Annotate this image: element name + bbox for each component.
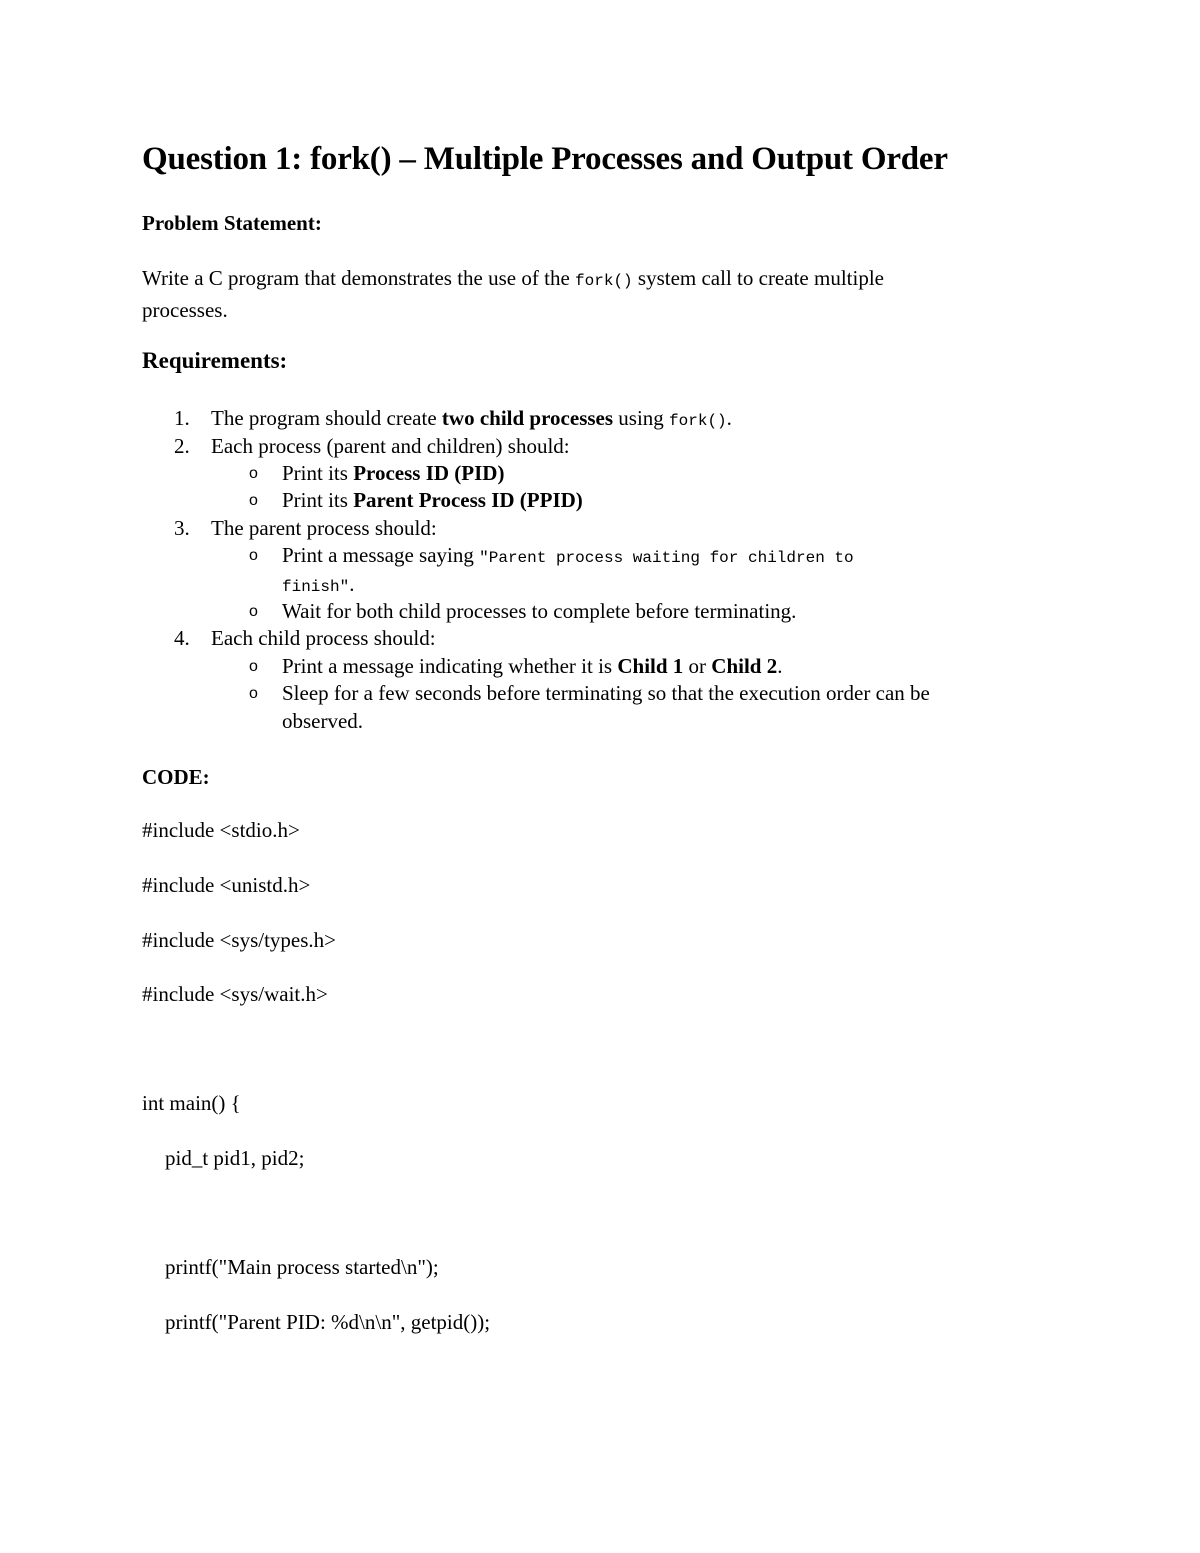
requirements-heading: Requirements: <box>142 348 288 373</box>
bullet-marker: o <box>249 603 258 620</box>
sub-item-text: . <box>777 654 783 678</box>
sub-item-bold: Process ID (PID) <box>353 461 505 485</box>
requirement-item-4: Each child process should: <box>211 626 436 650</box>
bullet-marker: o <box>249 547 258 564</box>
requirement-item-1 <box>211 406 732 431</box>
code-label: CODE: <box>142 765 210 789</box>
bullet-marker: o <box>249 658 258 675</box>
bullet-marker: o <box>249 465 258 482</box>
sub-item: Wait for both child processes to complete before terminating. <box>282 599 797 623</box>
sub-item-text: . <box>349 572 355 596</box>
sub-item <box>282 543 854 568</box>
sub-item <box>282 461 504 486</box>
code-line: printf("Main process started\n"); <box>165 1255 439 1279</box>
page-title: Question 1: fork() – Multiple Processes and Output Order <box>142 141 948 177</box>
code-line: #include <unistd.h> <box>142 873 311 897</box>
code-line: #include <stdio.h> <box>142 818 300 842</box>
sub-item-bold: Parent Process ID (PPID) <box>353 488 583 512</box>
statement-text-line2: processes. <box>142 298 228 322</box>
sub-item-bold: Child 1 <box>617 654 684 678</box>
sub-item <box>282 488 583 513</box>
sub-item: Sleep for a few seconds before terminating so that the execution order can be <box>282 681 930 705</box>
requirement-number: 1. <box>174 406 190 430</box>
requirement-text: . <box>726 406 732 430</box>
code-line: int main() { <box>142 1091 241 1115</box>
problem-statement-label: Problem Statement: <box>142 211 322 235</box>
sub-item-code: "Parent process waiting for children to <box>479 549 854 567</box>
sub-item-bold: Child 2 <box>711 654 778 678</box>
code-line: pid_t pid1, pid2; <box>165 1146 305 1170</box>
sub-item-continued: observed. <box>282 709 364 733</box>
requirement-text: using <box>613 406 670 430</box>
requirement-number: 4. <box>174 626 190 650</box>
sub-item-text: Print its <box>282 488 354 512</box>
requirement-bold: two child processes <box>441 406 614 430</box>
problem-statement-text <box>142 264 1002 325</box>
sub-item-continued <box>282 572 354 597</box>
requirement-item-2: Each process (parent and children) should: <box>211 434 570 458</box>
bullet-marker: o <box>249 685 258 702</box>
sub-item <box>282 654 783 679</box>
requirement-code: fork() <box>669 412 727 430</box>
requirement-number: 3. <box>174 516 190 540</box>
requirement-text: The program should create <box>211 406 442 430</box>
sub-item-text: or <box>683 654 712 678</box>
code-line: #include <sys/wait.h> <box>142 982 328 1006</box>
sub-item-text: Print its <box>282 461 354 485</box>
statement-text-after: system call to create multiple <box>632 266 884 290</box>
statement-text-before: Write a C program that demonstrates the use of the <box>142 266 576 290</box>
sub-item-code: finish" <box>282 578 350 596</box>
statement-code-fork: fork() <box>575 272 633 290</box>
requirement-item-3: The parent process should: <box>211 516 437 540</box>
code-line: printf("Parent PID: %d\n\n", getpid()); <box>165 1310 491 1334</box>
code-line: #include <sys/types.h> <box>142 928 337 952</box>
sub-item-text: Print a message saying <box>282 543 480 567</box>
requirement-number: 2. <box>174 434 190 458</box>
sub-item-text: Print a message indicating whether it is <box>282 654 618 678</box>
bullet-marker: o <box>249 492 258 509</box>
